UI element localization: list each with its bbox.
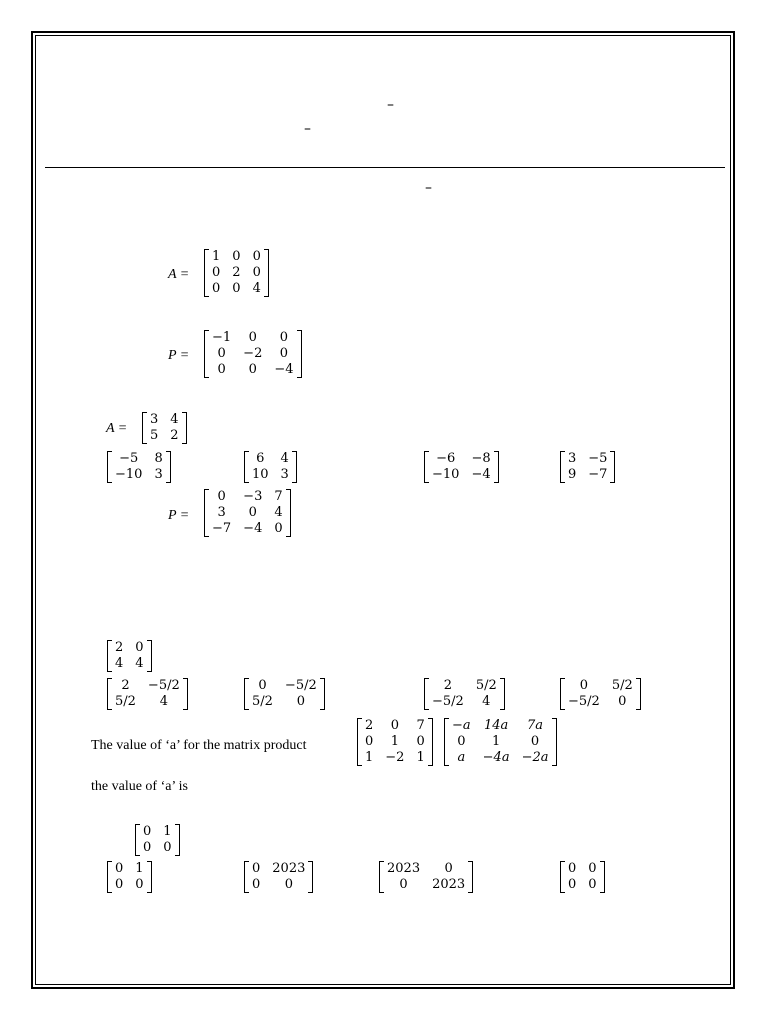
matrix-cell: 2023 <box>387 861 421 876</box>
matrix-cell: 0 <box>444 861 453 876</box>
question-text: the value of ‘a’ is <box>91 779 188 794</box>
bracket-right <box>610 451 615 483</box>
bracket-right <box>320 678 325 710</box>
matrix-entries <box>249 861 308 893</box>
matrix-cell: 5/2 <box>252 694 273 709</box>
product-matrix-right <box>444 718 557 766</box>
option-matrix <box>560 678 641 710</box>
matrix-cell: 0 <box>115 861 124 876</box>
matrix-cell: 2 <box>232 265 241 280</box>
bracket-right <box>147 861 152 893</box>
matrix-cell: 7 <box>274 489 283 504</box>
matrix-cell: 5 <box>150 428 159 443</box>
matrix-cell: 3 <box>568 451 577 466</box>
matrix-cell: 5/2 <box>115 694 136 709</box>
matrix-cell: 4 <box>274 505 283 520</box>
bracket-right <box>292 451 297 483</box>
option-matrix <box>107 451 171 483</box>
matrix-cell: 14a <box>483 718 509 733</box>
matrix-entries <box>565 678 636 710</box>
horizontal-rule <box>45 167 725 168</box>
matrix-cell: −a <box>452 718 471 733</box>
matrix-entries <box>249 678 320 710</box>
matrix-cell: 4 <box>280 451 289 466</box>
matrix-entries <box>362 718 428 766</box>
matrix-cell: 0 <box>252 861 261 876</box>
matrix-cell: 1 <box>163 824 172 839</box>
option-matrix <box>244 861 313 893</box>
matrix-cell: 0 <box>390 718 399 733</box>
matrix-cell: 4 <box>115 656 124 671</box>
bracket-right <box>468 861 473 893</box>
matrix-cell: 10 <box>252 467 269 482</box>
matrix-cell: 0 <box>252 877 261 892</box>
matrix-entries <box>112 861 147 893</box>
bracket-right <box>636 678 641 710</box>
matrix-question <box>107 640 152 672</box>
matrix-cell: 0 <box>252 265 261 280</box>
matrix-cell: −2 <box>385 750 405 765</box>
matrix-cell: 0 <box>284 877 293 892</box>
matrix-cell: 2 <box>170 428 179 443</box>
matrix-entries <box>384 861 468 893</box>
matrix-entries <box>209 489 286 537</box>
bracket-right <box>494 451 499 483</box>
option-matrix <box>424 451 499 483</box>
matrix-cell: 2023 <box>272 861 306 876</box>
bracket-right <box>286 489 291 537</box>
bracket-right <box>183 678 188 710</box>
matrix-cell: 4 <box>135 656 144 671</box>
matrix-cell: 0 <box>217 362 226 377</box>
matrix-entries <box>429 678 500 710</box>
matrix-cell: 0 <box>232 249 241 264</box>
bracket-right <box>147 640 152 672</box>
matrix-cell: a <box>457 750 466 765</box>
matrix-cell: 6 <box>256 451 265 466</box>
matrix-cell: −4a <box>482 750 510 765</box>
matrix-cell: 0 <box>568 861 577 876</box>
question-text: The value of ‘a’ for the matrix product <box>91 738 307 753</box>
matrix-entries <box>209 330 297 378</box>
bracket-right <box>428 718 433 766</box>
matrix-cell: 0 <box>296 694 305 709</box>
bracket-right <box>264 249 269 297</box>
matrix-cell: 0 <box>416 734 425 749</box>
matrix-cell: −5 <box>588 451 608 466</box>
matrix-cell: 0 <box>365 734 374 749</box>
matrix-cell: 0 <box>248 330 257 345</box>
matrix-cell: −5/2 <box>432 694 464 709</box>
matrix-cell: 0 <box>135 640 144 655</box>
matrix-cell: −4 <box>471 467 491 482</box>
matrix-cell: 0 <box>143 824 152 839</box>
matrix-entries <box>449 718 552 766</box>
matrix-cell: 0 <box>135 877 144 892</box>
matrix-cell: 0 <box>274 521 283 536</box>
matrix-entries <box>429 451 494 483</box>
matrix-cell: 0 <box>217 489 226 504</box>
matrix-cell: 3 <box>154 467 163 482</box>
matrix-cell: 7 <box>416 718 425 733</box>
matrix-cell: 3 <box>217 505 226 520</box>
option-matrix <box>379 861 473 893</box>
matrix-label: P = <box>168 508 190 523</box>
matrix-p-skew <box>204 489 291 537</box>
matrix-a <box>204 249 269 297</box>
matrix-cell: −5/2 <box>568 694 600 709</box>
matrix-cell: 1 <box>416 750 425 765</box>
matrix-cell: −5/2 <box>284 678 317 693</box>
option-matrix <box>107 678 188 710</box>
matrix-cell: 0 <box>258 678 267 693</box>
matrix-p <box>204 330 302 378</box>
dash-mark: – <box>304 121 311 137</box>
product-matrix-left <box>357 718 433 766</box>
matrix-cell: 1 <box>491 734 501 749</box>
matrix-cell: 0 <box>588 861 597 876</box>
matrix-cell: 2023 <box>432 877 466 892</box>
matrix-cell: 0 <box>399 877 408 892</box>
matrix-cell: 0 <box>217 346 226 361</box>
matrix-cell: 2 <box>115 640 124 655</box>
matrix-entries <box>249 451 292 483</box>
matrix-cell: 0 <box>457 734 466 749</box>
matrix-cell: 3 <box>150 412 159 427</box>
matrix-label: P = <box>168 348 190 363</box>
matrix-cell: 0 <box>143 840 152 855</box>
option-matrix <box>107 861 152 893</box>
matrix-cell: 0 <box>212 281 221 296</box>
option-matrix <box>244 451 297 483</box>
matrix-cell: 1 <box>135 861 144 876</box>
matrix-cell: 0 <box>588 877 597 892</box>
matrix-cell: 0 <box>618 694 627 709</box>
matrix-entries <box>565 861 600 893</box>
matrix-cell: 1 <box>212 249 221 264</box>
matrix-cell: 0 <box>579 678 589 693</box>
matrix-cell: 1 <box>365 750 374 765</box>
matrix-cell: 4 <box>159 694 168 709</box>
matrix-cell: 0 <box>279 346 289 361</box>
bracket-right <box>552 718 557 766</box>
matrix-cell: 2 <box>443 678 453 693</box>
matrix-cell: −2a <box>521 750 549 765</box>
matrix-cell: −3 <box>243 489 263 504</box>
bracket-right <box>308 861 313 893</box>
matrix-cell: 0 <box>279 330 289 345</box>
matrix-cell: 2 <box>121 678 130 693</box>
dash-mark: – <box>425 180 432 196</box>
matrix-cell: 0 <box>252 249 261 264</box>
matrix-cell: −5/2 <box>147 678 180 693</box>
matrix-cell: 1 <box>390 734 399 749</box>
matrix-cell: 5/2 <box>475 678 497 693</box>
matrix-cell: 3 <box>280 467 289 482</box>
matrix-cell: −4 <box>274 362 294 377</box>
bracket-right <box>175 824 180 856</box>
dash-mark: – <box>387 97 394 113</box>
matrix-entries <box>112 640 147 672</box>
matrix-cell: 9 <box>568 467 577 482</box>
matrix-cell: −2 <box>243 346 263 361</box>
matrix-cell: −10 <box>115 467 143 482</box>
matrix-cell: 7a <box>527 718 544 733</box>
matrix-cell: 0 <box>248 505 257 520</box>
bracket-right <box>500 678 505 710</box>
matrix-cell: 0 <box>115 877 124 892</box>
matrix-a-2x2 <box>142 412 187 444</box>
matrix-cell: −6 <box>436 451 456 466</box>
matrix-entries <box>140 824 175 856</box>
matrix-cell: 0 <box>163 840 172 855</box>
matrix-cell: −7 <box>212 521 232 536</box>
option-matrix <box>244 678 325 710</box>
matrix-cell: 0 <box>248 362 257 377</box>
option-matrix <box>560 451 615 483</box>
bracket-right <box>182 412 187 444</box>
matrix-entries <box>112 451 166 483</box>
matrix-cell: 0 <box>212 265 221 280</box>
matrix-cell: 0 <box>530 734 540 749</box>
matrix-cell: −10 <box>432 467 460 482</box>
matrix-cell: −8 <box>471 451 491 466</box>
bracket-right <box>297 330 302 378</box>
option-matrix <box>424 678 505 710</box>
matrix-cell: −1 <box>212 330 232 345</box>
matrix-cell: 5/2 <box>611 678 633 693</box>
matrix-entries <box>147 412 182 444</box>
matrix-entries <box>112 678 183 710</box>
matrix-cell: 0 <box>232 281 241 296</box>
matrix-cell: 4 <box>170 412 179 427</box>
matrix-entries <box>565 451 610 483</box>
matrix-cell: 4 <box>252 281 261 296</box>
matrix-entries <box>209 249 264 297</box>
matrix-label: A = <box>168 267 190 282</box>
matrix-cell: 8 <box>154 451 163 466</box>
matrix-label: A = <box>106 421 128 436</box>
matrix-cell: −7 <box>588 467 608 482</box>
option-matrix <box>560 861 605 893</box>
bracket-right <box>166 451 171 483</box>
matrix-cell: −5 <box>119 451 139 466</box>
matrix-cell: 4 <box>482 694 491 709</box>
matrix-cell: 0 <box>568 877 577 892</box>
matrix-question <box>135 824 180 856</box>
matrix-cell: −4 <box>243 521 263 536</box>
bracket-right <box>600 861 605 893</box>
matrix-cell: 2 <box>365 718 374 733</box>
